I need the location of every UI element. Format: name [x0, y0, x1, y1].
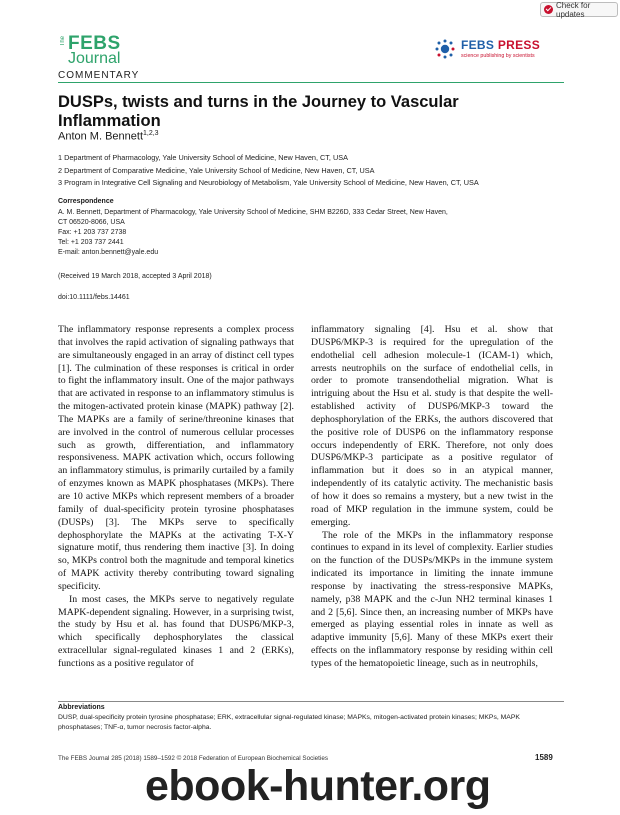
correspondence-heading: Correspondence: [58, 198, 114, 205]
correspondence-line: CT 06520-8066, USA: [58, 219, 125, 226]
febs-press-mark-icon: [434, 38, 456, 60]
febs-press-logo: [434, 38, 540, 60]
abbreviations-divider: [58, 701, 564, 702]
watermark: ebook-hunter.org: [145, 762, 491, 810]
affiliations: [58, 152, 479, 190]
received-dates: (Received 19 March 2018, accepted 3 April 2018): [58, 273, 212, 280]
abbreviations-text: DUSP, dual-specificity protein tyrosine phosphatase; ERK, extracellular signal-regulated kinase; MAPKs, mitogen-activated protein kinases; MKPs, MAPK phosphatases; TNF-α, tumor necrosis factor-alpha.: [58, 714, 520, 731]
correspondence-line: A. M. Bennett, Department of Pharmacology, Yale University School of Medicine, SHM B226D, 333 Cedar Street, New Haven,: [58, 209, 448, 216]
check-for-updates-label: Check for updates: [556, 0, 591, 19]
header-divider: [58, 82, 564, 83]
correspondence-block: [58, 208, 448, 258]
press-logo-febs: FEBS: [461, 38, 495, 52]
check-for-updates-button[interactable]: [540, 2, 618, 17]
correspondence-email: E-mail: anton.bennett@yale.edu: [58, 249, 159, 256]
journal-logo-febs: FEBS: [68, 33, 121, 54]
footer-citation: The FEBS Journal 285 (2018) 1589–1592 © 2018 Federation of European Biochemical Societies: [58, 755, 328, 762]
correspondence-tel: Tel: +1 203 737 2441: [58, 239, 124, 246]
journal-logo-journal: Journal: [68, 50, 121, 67]
doi: doi:10.1111/febs.14461: [58, 294, 130, 301]
author-line: [58, 130, 159, 143]
article-title: DUSPs, twists and turns in the Journey to Vascular Inflammation: [58, 93, 459, 130]
body-paragraph: inflammatory signaling [4]. Hsu et al. show that DUSP6/MKP-3 is required for the upregulation of the endothelial cell adhesion molecule-1 (ICAM-1) which, arrests neutrophils on the surface of endothelial cells, in order to promote transendothelial migration. What is intriguing about the Hsu et al. study is that despite the well-established activity of DUSP6/MKP-3 toward the dephosphorylation of the ERKs, the authors discovered that the positive role of DUSP6 on the inflammatory response occurs independently of ERK. Therefore, not only does DUSP6/MKP-3 participate as a positive regulator of inflammation but it does so in an atypical manner, independently of its catalytic activity. The mechanistic basis of how it does so remains a mystery, but a new twist in the road of MKP regulation in the immune system, could be emerging.: [311, 324, 553, 528]
affiliation-3: 3 Program in Integrative Cell Signaling and Neurobiology of Metabolism, Yale University School of Medicine, New Haven, CT, USA: [58, 178, 479, 187]
section-label: COMMENTARY: [58, 70, 140, 81]
check-update-icon: [544, 5, 553, 14]
body-paragraph: The role of the MKPs in the inflammatory response continues to expand in its level of complexity. Earlier studies on the function of the DUSPs/MKPs in the immune system indicated its importance in limiting the innate immune response by inactivating the stress-responsive MAPKs, namely, p38 MAPK and the c-Jun NH2 terminal kinases 1 and 2 [5,6]. Since then, an increasing number of MKPs have emerged as playing essential roles in innate as well as adaptive immunity [5,6]. Many of these MKPs exert their effects on the inflammatory response by residing within cell types of the hematopoietic lineage, such as in neutrophils,: [311, 529, 553, 669]
body-column-right: [311, 324, 553, 671]
author-name: Anton M. Bennett: [58, 130, 143, 143]
body-paragraph: The inflammatory response represents a complex process that involves the rapid activation of signaling pathways that are simultaneously engaged in an array of distinct cell types [1]. The culmination of these responses is critical in order to fight the inflammatory insult. One of the major pathways that are activated in response to an inflammatory stimulus is the mitogen-activated protein kinase (MAPK) pathway [2]. The MAPKs are a family of serine/threonine kinases that are involved in the control of numerous cellular processes such as growth, differentiation, and inflammatory responsiveness. MAPK activation which, occurs following an inflammatory stimulus, is primarily curtailed by a family of enzymes known as MAPK phosphatases (MKPs). There are 10 active MKPs which represent members of a broader family of dual-specificity protein tyrosine phosphatases (DUSPs) [3]. The MKPs serve to specifically dephosphorylate the MAPKs at the activating T-X-Y signature motif, thus rendering them inactive [3]. In doing so, MKPs control both the magnitude and temporal kinetics of MAPK activity thereby contributing toward signaling specificity.: [58, 324, 294, 592]
correspondence-fax: Fax: +1 203 737 2738: [58, 229, 127, 236]
body-paragraph: In most cases, the MKPs serve to negatively regulate MAPK-dependent signaling. However, in a surprising twist, the study by Hsu et al. has found that DUSP6/MKP-3, which specifically dephosphorylates the classical extracellular signal-regulated kinases 1 and 2 (ERKs), functions as a positive regulator of: [58, 593, 294, 669]
abbreviations-heading: Abbreviations: [58, 704, 105, 711]
press-logo-name: [461, 39, 540, 51]
journal-logo-the: The: [60, 36, 66, 47]
press-tagline: science publishing by scientists: [461, 53, 535, 59]
press-logo-press: PRESS: [497, 38, 541, 52]
affiliation-1: 1 Department of Pharmacology, Yale University School of Medicine, New Haven, CT, USA: [58, 153, 348, 162]
affiliation-2: 2 Department of Comparative Medicine, Yale University School of Medicine, New Haven, CT, USA: [58, 165, 375, 175]
author-affiliation-marks: 1,2,3: [143, 130, 159, 137]
body-column-left: [58, 324, 294, 671]
page-number: 1589: [535, 753, 553, 762]
